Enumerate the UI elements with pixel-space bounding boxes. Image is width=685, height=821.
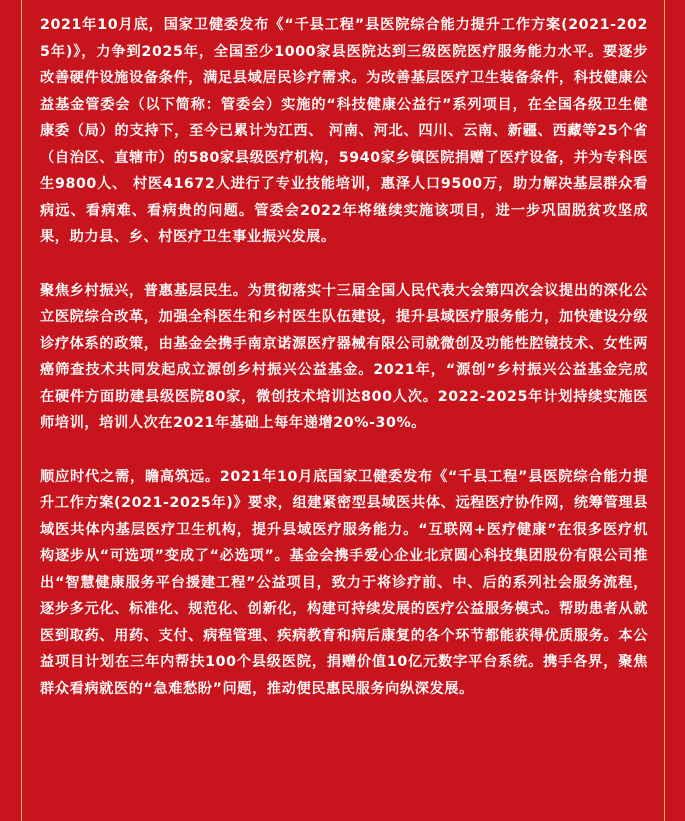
paragraph-qianxian-project: 2021年10月底，国家卫健委发布《“千县工程”县医院综合能力提升工作方案(2021-2025年)》，力争到2025年，全国至少1000家县医院达到三级医院医疗服务能力水平。要逐步改善硬件设施设备条件，满足县域居民诊疗需求。为改善基层医疗卫生装备条件，科技健康公益基金管委会（以下简称：管委会）实施的“科技健康公益行”系列项目，在全国各级卫生健康委（局）的支持下，至今已累计为江西、 河南、河北、四川、云南、新疆、西藏等25个省（自治区、直辖市）的580家县级医疗机构，5940家乡镇医院捐赠了医疗设备，并为专科医生9800人、 村医41672人进行了专业技能培训，惠泽人口9500万，助力解决基层群众看病远、看病难、看病贵的问题。管委会2022年将继续实施该项目，进一步巩固脱贫攻坚成果，助力县、乡、村医疗卫生事业振兴发展。 (40, 17, 648, 245)
paragraph-smart-health-platform: 顺应时代之需，瞻高筑远。2021年10月底国家卫健委发布《“千县工程”县医院综合能力提升工作方案(2021-2025年)》要求，组建紧密型县域医共体、远程医疗协作网，统筹管理县域医共体内基层医疗卫生机构，提升县域医疗服务能力。“互联网+医疗健康”在很多医疗机构逐步从“可选项”变成了“必选项”。基金会携手爱心企业北京圆心科技集团股份有限公司推出“智慧健康服务平台援建工程”公益项目，致力于将诊疗前、中、后的系列社会服务流程，逐步多元化、标准化、规范化、创新化，构建可持续发展的医疗公益服务模式。帮助患者从就医到取药、用药、支付、病程管理、疾病教育和病后康复的各个环节都能获得优质服务。本公益项目计划在三年内帮扶100个县级医院，捐赠价值10亿元数字平台系统。携手各界，聚焦群众看病就医的“急难愁盼”问题，推动便民惠民服务向纵深发展。 (40, 468, 648, 697)
right-border-line (664, 0, 665, 821)
article-body (40, 12, 648, 702)
paragraph-rural-revitalization: 聚焦乡村振兴，普惠基层民生。为贯彻落实十三届全国人民代表大会第四次会议提出的深化公立医院综合改革，加强全科医生和乡村医生队伍建设，提升县域医疗服务能力，加快建设分级诊疗体系的政策，由基金会携手南京诺源医疗器械有限公司就微创及功能性腔镜技术、女性两癌筛查技术共同发起成立源创乡村振兴公益基金。2021年，“源创”乡村振兴公益基金完成在硬件方面助建县级医院80家，微创技术培训达800人次。2022-2025年计划持续实施医师培训，培训人次在2021年基础上每年递增20%-30%。 (40, 282, 648, 431)
left-border-line (21, 0, 22, 821)
